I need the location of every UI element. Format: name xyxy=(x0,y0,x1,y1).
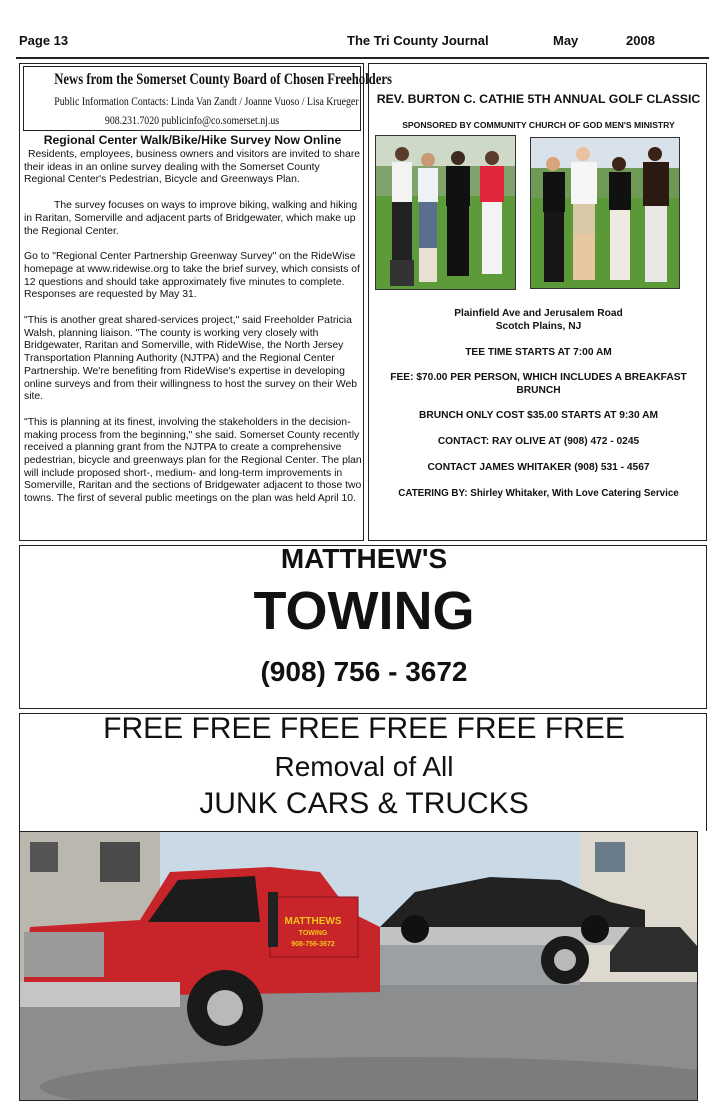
issue-month: May xyxy=(553,33,579,48)
article-paragraph: The survey focuses on ways to improve biking, walking and hiking in Raritan, Somerville and adjacent parts of Bridgewater, which make up the Regional Center. xyxy=(24,200,358,237)
golf-title: REV. BURTON C. CATHIE 5TH ANNUAL GOLF CLASSIC xyxy=(376,92,701,106)
golfers-photo-right xyxy=(530,137,680,289)
header-rule xyxy=(16,57,709,59)
truck-door-service: TOWING xyxy=(298,930,328,937)
news-column xyxy=(19,63,392,541)
freeholders-banner xyxy=(23,66,392,131)
golf-location-line1: Plainfield Ave and Jerusalem Road xyxy=(454,308,623,319)
issue-year: 2008 xyxy=(626,33,655,48)
article-body xyxy=(24,149,362,519)
banner-contacts: Public Information Contacts: Linda Van Zandt / Joanne Vuoso / Lisa Krueger xyxy=(54,94,359,108)
banner-phone-web: 908.231.7020 publicinfo@co.somerset.nj.us xyxy=(104,113,280,127)
towing-ad xyxy=(19,545,707,709)
towing-phone: (908) 756 - 3672 xyxy=(260,656,468,687)
golf-brunch: BRUNCH ONLY COST $35.00 STARTS AT 9:30 AM xyxy=(419,410,658,421)
free-headline: FREE FREE FREE FREE FREE FREE xyxy=(103,712,625,745)
golf-contact-olive: CONTACT: RAY OLIVE AT (908) 472 - 0245 xyxy=(437,436,640,447)
golfers-photo-left xyxy=(375,135,516,290)
free-subline: Removal of All xyxy=(274,751,454,782)
article-headline: Regional Center Walk/Bike/Hike Survey Now Online xyxy=(43,133,342,147)
tow-truck-photo xyxy=(19,831,698,1101)
golf-column xyxy=(368,63,707,541)
towing-company-name: MATTHEW'S xyxy=(280,543,448,574)
free-removal-ad xyxy=(19,713,707,831)
journal-name: The Tri County Journal xyxy=(347,33,489,48)
towing-service: TOWING xyxy=(253,581,475,641)
truck-door-name: MATTHEWS xyxy=(284,916,342,927)
article-paragraph: "This is another great shared-services project," said Freeholder Patricia Walsh, planning liaison. "The county is working very closely with Bridgewater, Raritan and Somerville, with RideWise, the North Jersey Transportation Planning Authority (NJTPA) and the Regional Center Partnership. We're benefiting from RideWise's expertise in developing online surveys and from their willingness to host the survey on their Web site. xyxy=(24,315,358,403)
page-number: Page 13 xyxy=(19,33,69,48)
article-paragraph: Go to "Regional Center Partnership Greenway Survey" on the RideWise homepage at www.ridewise.org to take the brief survey, which consists of 12 questions and should take approximately five minutes to complete. Responses are requested by May 31. xyxy=(24,251,360,301)
free-junk-cars: JUNK CARS & TRUCKS xyxy=(199,787,529,820)
article-paragraph: Residents, employees, business owners and visitors are invited to share their ideas in an online survey dealing with the Somerset County Regional Center's Pedestrian, Bicycle and Greenways Plan. xyxy=(24,149,361,186)
golf-fee: FEE: $70.00 PER PERSON, WHICH INCLUDES A BREAKFAST BRUNCH xyxy=(390,372,687,396)
banner-title: News from the Somerset County Board of Chosen Freeholders xyxy=(54,71,392,88)
golf-location-line2: Scotch Plains, NJ xyxy=(495,321,582,332)
golf-sponsor: SPONSORED BY COMMUNITY CHURCH OF GOD MEN'S MINISTRY xyxy=(402,120,675,130)
article-paragraph: "This is planning at its finest, involving the stakeholders in the decision-making process from the beginning," she said. Somerset County recently received a planning grant from the NJTPA to create a comprehensive pedestrian, bicycle and greenways plan for the Regional Center. The plan will include proposed short-, medium- and long-term improvements in Somerville, Raritan and the sections of Bridgewater adjacent to those two towns. The first of several public meetings on the plan was held April 10. xyxy=(24,416,362,505)
golf-contact-whitaker: CONTACT JAMES WHITAKER (908) 531 - 4567 xyxy=(427,462,650,473)
golf-catering: CATERING BY: Shirley Whitaker, With Love Catering Service xyxy=(398,488,679,499)
truck-door-phone: 908-756-3672 xyxy=(291,941,335,948)
golf-tee-time: TEE TIME STARTS AT 7:00 AM xyxy=(465,347,612,358)
